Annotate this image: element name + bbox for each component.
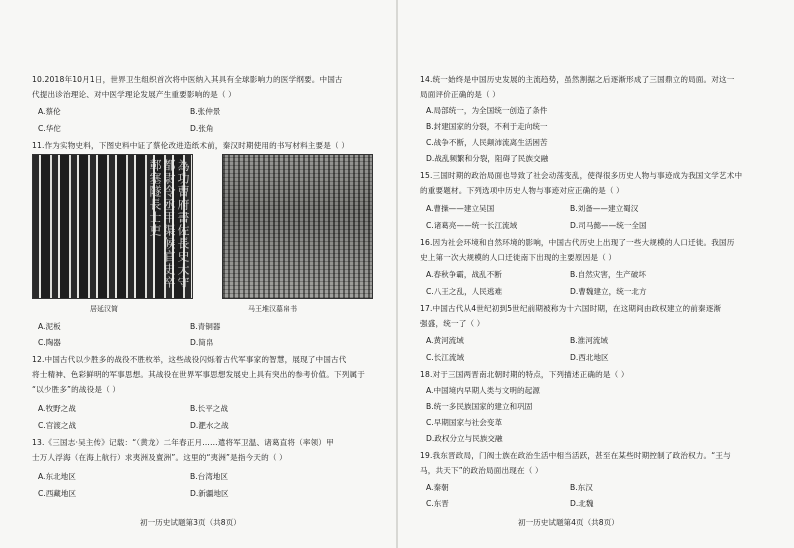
q13-option-b: B.台湾地区 [190, 472, 228, 481]
q17-stem-line2: 强盛，统一了（ ） [420, 319, 485, 328]
q13-stem-line1: 13.《三国志·吴主传》记载：“（黄龙）二年春正月……遣将军卫温、诸葛直将（率领）甲 [32, 438, 334, 447]
right-page [398, 0, 794, 548]
q13-option-c: C.西藏地区 [38, 489, 77, 498]
q17-option-c: C.长江流域 [426, 353, 465, 362]
q16-stem-line1: 16.因为社会环境和自然环境的影响，中国古代历史上出现了一些大规模的人口迁徙。我国历 [420, 238, 735, 247]
q19-option-d: D.北魏 [570, 499, 594, 508]
q18-option-d: D.政权分立与民族交融 [426, 434, 503, 443]
q10-stem-line2: 代提出诊治理论、对中医学理论发展产生重要影响的是（ ） [32, 90, 236, 99]
q16-option-c: C.八王之乱，人民逃难 [426, 287, 503, 296]
q12-stem-line1: 12.中国古代以少胜多的战役不胜枚举，这些战役闪烁着古代军事家的智慧，展现了中国古代 [32, 355, 347, 364]
q16-option-d: D.曹魏建立，统一北方 [570, 287, 647, 296]
q19-option-a: A.秦朝 [426, 483, 449, 492]
q12-option-b: B.长平之战 [190, 404, 228, 413]
q15-option-b: B.刘备——建立蜀汉 [570, 204, 639, 213]
q15-stem-line1: 15.三国时期的政治局面也导致了社会动荡变乱，使得很多历史人物与事迹成为我国文学艺术中 [420, 171, 743, 180]
q10-stem-line1: 10.2018年10月1日，世界卫生组织首次将中医纳入其具有全球影响力的医学纲要。中国古 [32, 75, 343, 84]
q14-option-b: B.封建国家的分裂，不利于走向统一 [426, 122, 548, 131]
q11-option-a: A.泥板 [38, 322, 61, 331]
q17-stem-line1: 17.中国古代从4世纪初到5世纪前期被称为十六国时期，在这期间由政权建立的前秦逐渐 [420, 304, 722, 313]
q13-option-d: D.新疆地区 [190, 489, 229, 498]
q15-option-a: A.曹操——建立吴国 [426, 204, 495, 213]
q18-option-c: C.早期国家与社会变革 [426, 418, 503, 427]
q12-option-d: D.淝水之战 [190, 421, 229, 430]
left-page [0, 0, 396, 548]
q17-option-d: D.西北地区 [570, 353, 609, 362]
q11-option-c: C.陶器 [38, 338, 61, 347]
q14-option-d: D.战乱频繁和分裂，阻碍了民族交融 [426, 154, 549, 163]
q15-stem-line2: 的重要题材。下列选项中历史人物与事迹对应正确的是（ ） [420, 186, 624, 195]
q18-option-b: B.统一多民族国家的建立和巩固 [426, 402, 533, 411]
bamboo-slips-glyphs: 為功曹府書佐長史大守都尉令丞甲渠候官史卒鄣塞隧長士吏 [148, 159, 190, 289]
right-page-footer: 初一历史试题第4页（共8页） [518, 518, 619, 527]
q16-stem-line2: 史上第一次大规模的人口迁徙南下出现的主要原因是（ ） [420, 253, 617, 262]
q13-stem-line2: 士万人浮海（在海上航行）求夷洲及亶洲”。这里的“夷洲”是指今天的（ ） [32, 453, 287, 462]
q19-option-c: C.东晋 [426, 499, 449, 508]
q13-option-a: A.东北地区 [38, 472, 76, 481]
q16-option-a: A.春秋争霸，战乱不断 [426, 270, 502, 279]
bamboo-caption: 居延汉简 [90, 305, 118, 313]
q19-stem-line1: 19.我东晋政局，门阀士族在政治生活中相当活跃，甚至在某些时期控制了政治权力。“王与 [420, 451, 731, 460]
left-page-footer: 初一历史试题第3页（共8页） [140, 518, 241, 527]
q12-stem-line2: 将士精神、色彩鲜明的军事思想。其战役在世界军事思想发展史上具有突出的参考价值。下列属于 [32, 370, 365, 379]
q11-option-d: D.简帛 [190, 338, 214, 347]
q18-stem: 18.对于三国两晋南北朝时期的特点，下列描述正确的是（ ） [420, 370, 629, 379]
q10-option-b: B.张仲景 [190, 107, 221, 116]
q12-stem-line3: “以少胜多”的战役是（ ） [32, 385, 121, 394]
q10-option-d: D.张角 [190, 124, 214, 133]
q14-stem-line2: 局面评价正确的是（ ） [420, 90, 501, 99]
q19-stem-line2: 马，共天下”的政治局面出现在（ ） [420, 466, 543, 475]
q11-option-b: B.青铜器 [190, 322, 221, 331]
q19-option-b: B.东汉 [570, 483, 593, 492]
q14-option-c: C.战争不断，人民颠沛流离生活困苦 [426, 138, 548, 147]
q12-option-a: A.牧野之战 [38, 404, 76, 413]
q12-option-c: C.官渡之战 [38, 421, 77, 430]
q15-option-c: C.诸葛亮——统一长江流域 [426, 221, 518, 230]
q18-option-a: A.中国境内早期人类与文明的起源 [426, 386, 540, 395]
bamboo-slips-image [32, 154, 193, 299]
silk-manuscript-image [222, 154, 373, 299]
q11-stem: 11.作为实物史料，下图史料中证了蔡伦改进造纸术前，秦汉时期使用的书写材料主要是（ ） [32, 141, 350, 150]
q10-option-a: A.蔡伦 [38, 107, 61, 116]
q14-stem-line1: 14.统一始终是中国历史发展的主流趋势，虽然割据之后逐渐形成了三国鼎立的局面。对这一 [420, 75, 735, 84]
q14-option-a: A.局部统一，为全国统一创造了条件 [426, 106, 548, 115]
q15-option-d: D.司马懿——统一全国 [570, 221, 647, 230]
silk-caption: 马王堆汉墓帛书 [248, 305, 297, 313]
q10-option-c: C.华佗 [38, 124, 61, 133]
q17-option-a: A.黄河流域 [426, 336, 464, 345]
q17-option-b: B.淮河流域 [570, 336, 608, 345]
q16-option-b: B.自然灾害，生产破坏 [570, 270, 646, 279]
